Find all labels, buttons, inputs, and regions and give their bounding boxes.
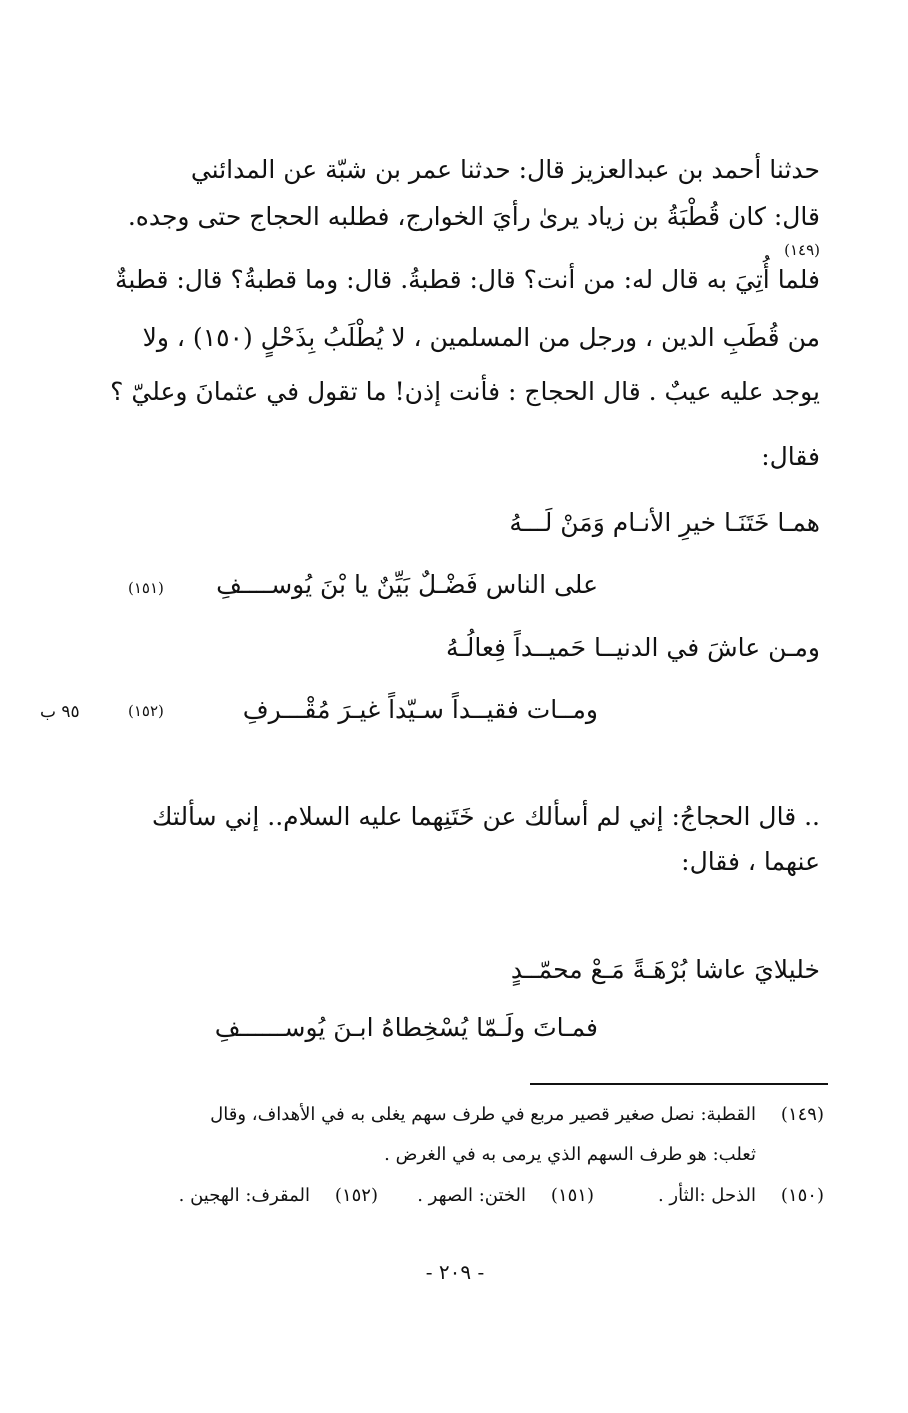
- poem2-verse1-second-hemistich: فمـاتَ ولَـمّا يُسْخِطاهُ ابـنَ يُوســــــفِ: [214, 1013, 598, 1042]
- prose-line-1: حدثنا أحمد بن عبدالعزيز قال: حدثنا عمر بن شبّة عن المدائني: [190, 155, 820, 184]
- footnote-149-number: (١٤٩): [780, 1104, 824, 1125]
- footnote-150-text: الذحل :الثأر .: [657, 1185, 756, 1206]
- manuscript-folio-marker: ٩٥ ب: [40, 702, 80, 722]
- prose-line-5: يوجد عليه عيبٌ . قال الحجاج : فأنت إذن! ما تقول في عثمانَ وعليّ ؟: [110, 377, 820, 406]
- prose2-line-2: عنهما ، فقال:: [681, 847, 820, 876]
- page-number: - ٢٠٩ -: [425, 1260, 485, 1284]
- footnote-152-number: (١٥٢): [334, 1185, 378, 1206]
- footnote-149-text-cont: ثعلب: هو طرف السهم الذي يرمى به في الغرض .: [384, 1144, 756, 1165]
- poem1-verse1-second-hemistich: على الناس فَضْـلٌ بَيِّنٌ يا بْنَ يُوســــفِ: [216, 570, 598, 599]
- footnote-151-text: الختن: الصهر .: [417, 1185, 526, 1206]
- poem1-verse2-second-hemistich: ومــات فقيــداً سـيّداً غيـرَ مُقْـــرفِ: [242, 695, 598, 724]
- footnote-ref-149: (١٤٩): [784, 241, 820, 259]
- prose-line-6: فقال:: [761, 442, 820, 471]
- footnote-separator: [530, 1083, 828, 1085]
- footnote-149-text: القطبة: نصل صغير قصير مربع في طرف سهم يغلى به في الأهداف، وقال: [210, 1104, 756, 1125]
- footnote-151-number: (١٥١): [550, 1185, 594, 1206]
- footnote-ref-151: (١٥١): [128, 579, 164, 597]
- poem2-verse1-first-hemistich: خليلايَ عاشا بُرْهَـةً مَـعْ محمّــدٍ: [510, 955, 820, 984]
- footnote-152-text: المقرف: الهجين .: [178, 1185, 310, 1206]
- footnote-ref-152: (١٥٢): [128, 702, 164, 720]
- prose2-line-1: .. قال الحجاجُ: إني لم أسألك عن خَتَنِهما عليه السلام.. إني سألتك: [151, 802, 820, 831]
- prose-line-2: قال: كان قُطْبَةُ بن زياد يرىٰ رأيَ الخوارج، فطلبه الحجاج حتى وجده.: [127, 202, 820, 231]
- prose-line-4: من قُطَبِ الدين ، ورجل من المسلمين ، لا يُطْلَبُ بِذَحْلٍ (١٥٠) ، ولا: [142, 323, 820, 352]
- poem1-verse1-first-hemistich: همـا خَتَنَـا خيرِ الأنـام وَمَنْ لَـــهُ: [509, 508, 820, 537]
- footnote-150-number: (١٥٠): [780, 1185, 824, 1206]
- prose-line-3: فلما أُتِيَ به قال له: من أنت؟ قال: قطبةُ. قال: وما قطبةُ؟ قال: قطبةٌ: [114, 265, 820, 294]
- poem1-verse2-first-hemistich: ومـن عاشَ في الدنيــا حَميــداً فِعالُـهُ: [446, 633, 820, 662]
